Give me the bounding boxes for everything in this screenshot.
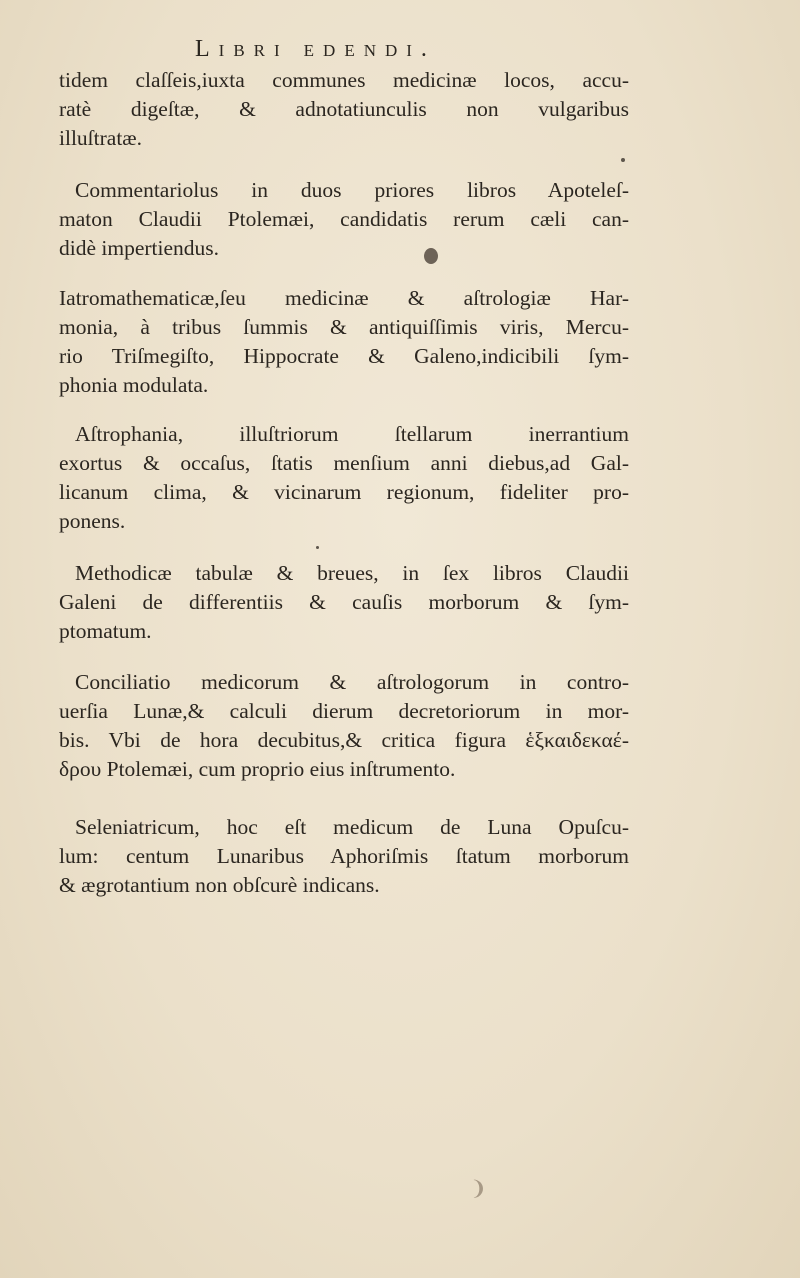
entry-line: Seleniatricum, hoc eſt medicum de Luna Opuſcu- <box>75 815 629 839</box>
running-head: Libri edendi. <box>195 36 436 62</box>
entry-3 <box>59 284 629 400</box>
entry-line: rio Triſmegiſto, Hippocrate & Galeno,indicibili ſym- <box>59 344 629 368</box>
entry-line: Aſtrophania, illuſtriorum ſtellarum inerrantium <box>75 422 629 446</box>
entry-line: exortus & occaſus, ſtatis menſium anni diebus,ad Gal- <box>59 451 629 475</box>
entry-line: uerſia Lunæ,& calculi dierum decretoriorum in mor- <box>59 699 629 723</box>
entry-2 <box>59 176 629 263</box>
entry-line: ponens. <box>59 509 126 533</box>
entry-line: Methodicæ tabulæ & breues, in ſex libros Claudii <box>75 561 629 585</box>
entry-line: lum: centum Lunaribus Aphoriſmis ſtatum morborum <box>59 844 629 868</box>
entry-line: Commentariolus in duos priores libros Apoteleſ- <box>75 178 629 202</box>
entry-line: Galeni de differentiis & cauſis morborum & ſym- <box>59 590 629 614</box>
ink-speck <box>621 158 625 162</box>
entry-7 <box>59 813 629 900</box>
entry-line: maton Claudii Ptolemæi, candidatis rerum cæli can- <box>59 207 629 231</box>
entry-4 <box>59 420 629 536</box>
entry-1 <box>59 66 629 153</box>
entry-5 <box>59 559 629 646</box>
entry-line: tidem claſſeis,iuxta communes medicinæ locos, accu- <box>59 68 629 92</box>
entry-line: Iatromathematicæ,ſeu medicinæ & aſtrologiæ Har- <box>59 286 629 310</box>
entry-line: ratè digeſtæ, & adnotatiunculis non vulgaribus <box>59 97 629 121</box>
entry-line: licanum clima, & vicinarum regionum, fideliter pro- <box>59 480 629 504</box>
ink-speck <box>316 546 319 549</box>
entry-line: & ægrotantium non obſcurè indicans. <box>59 873 380 897</box>
entry-line: didè impertiendus. <box>59 236 220 260</box>
faint-mark: ❩ <box>470 1178 487 1200</box>
entry-line: phonia modulata. <box>59 373 209 397</box>
entry-line: illuſtratæ. <box>59 126 143 150</box>
entry-6 <box>59 668 629 784</box>
ink-blot <box>424 248 438 264</box>
entry-line: bis. Vbi de hora decubitus,& critica figura ἑξκαιδεκαέ- <box>59 728 629 752</box>
entry-line: monia, à tribus ſummis & antiquiſſimis viris, Mercu- <box>59 315 629 339</box>
entry-line: Conciliatio medicorum & aſtrologorum in contro- <box>75 670 629 694</box>
entry-line: ptomatum. <box>59 619 152 643</box>
entry-line: δρου Ptolemæi, cum proprio eius inſtrumento. <box>59 757 456 781</box>
